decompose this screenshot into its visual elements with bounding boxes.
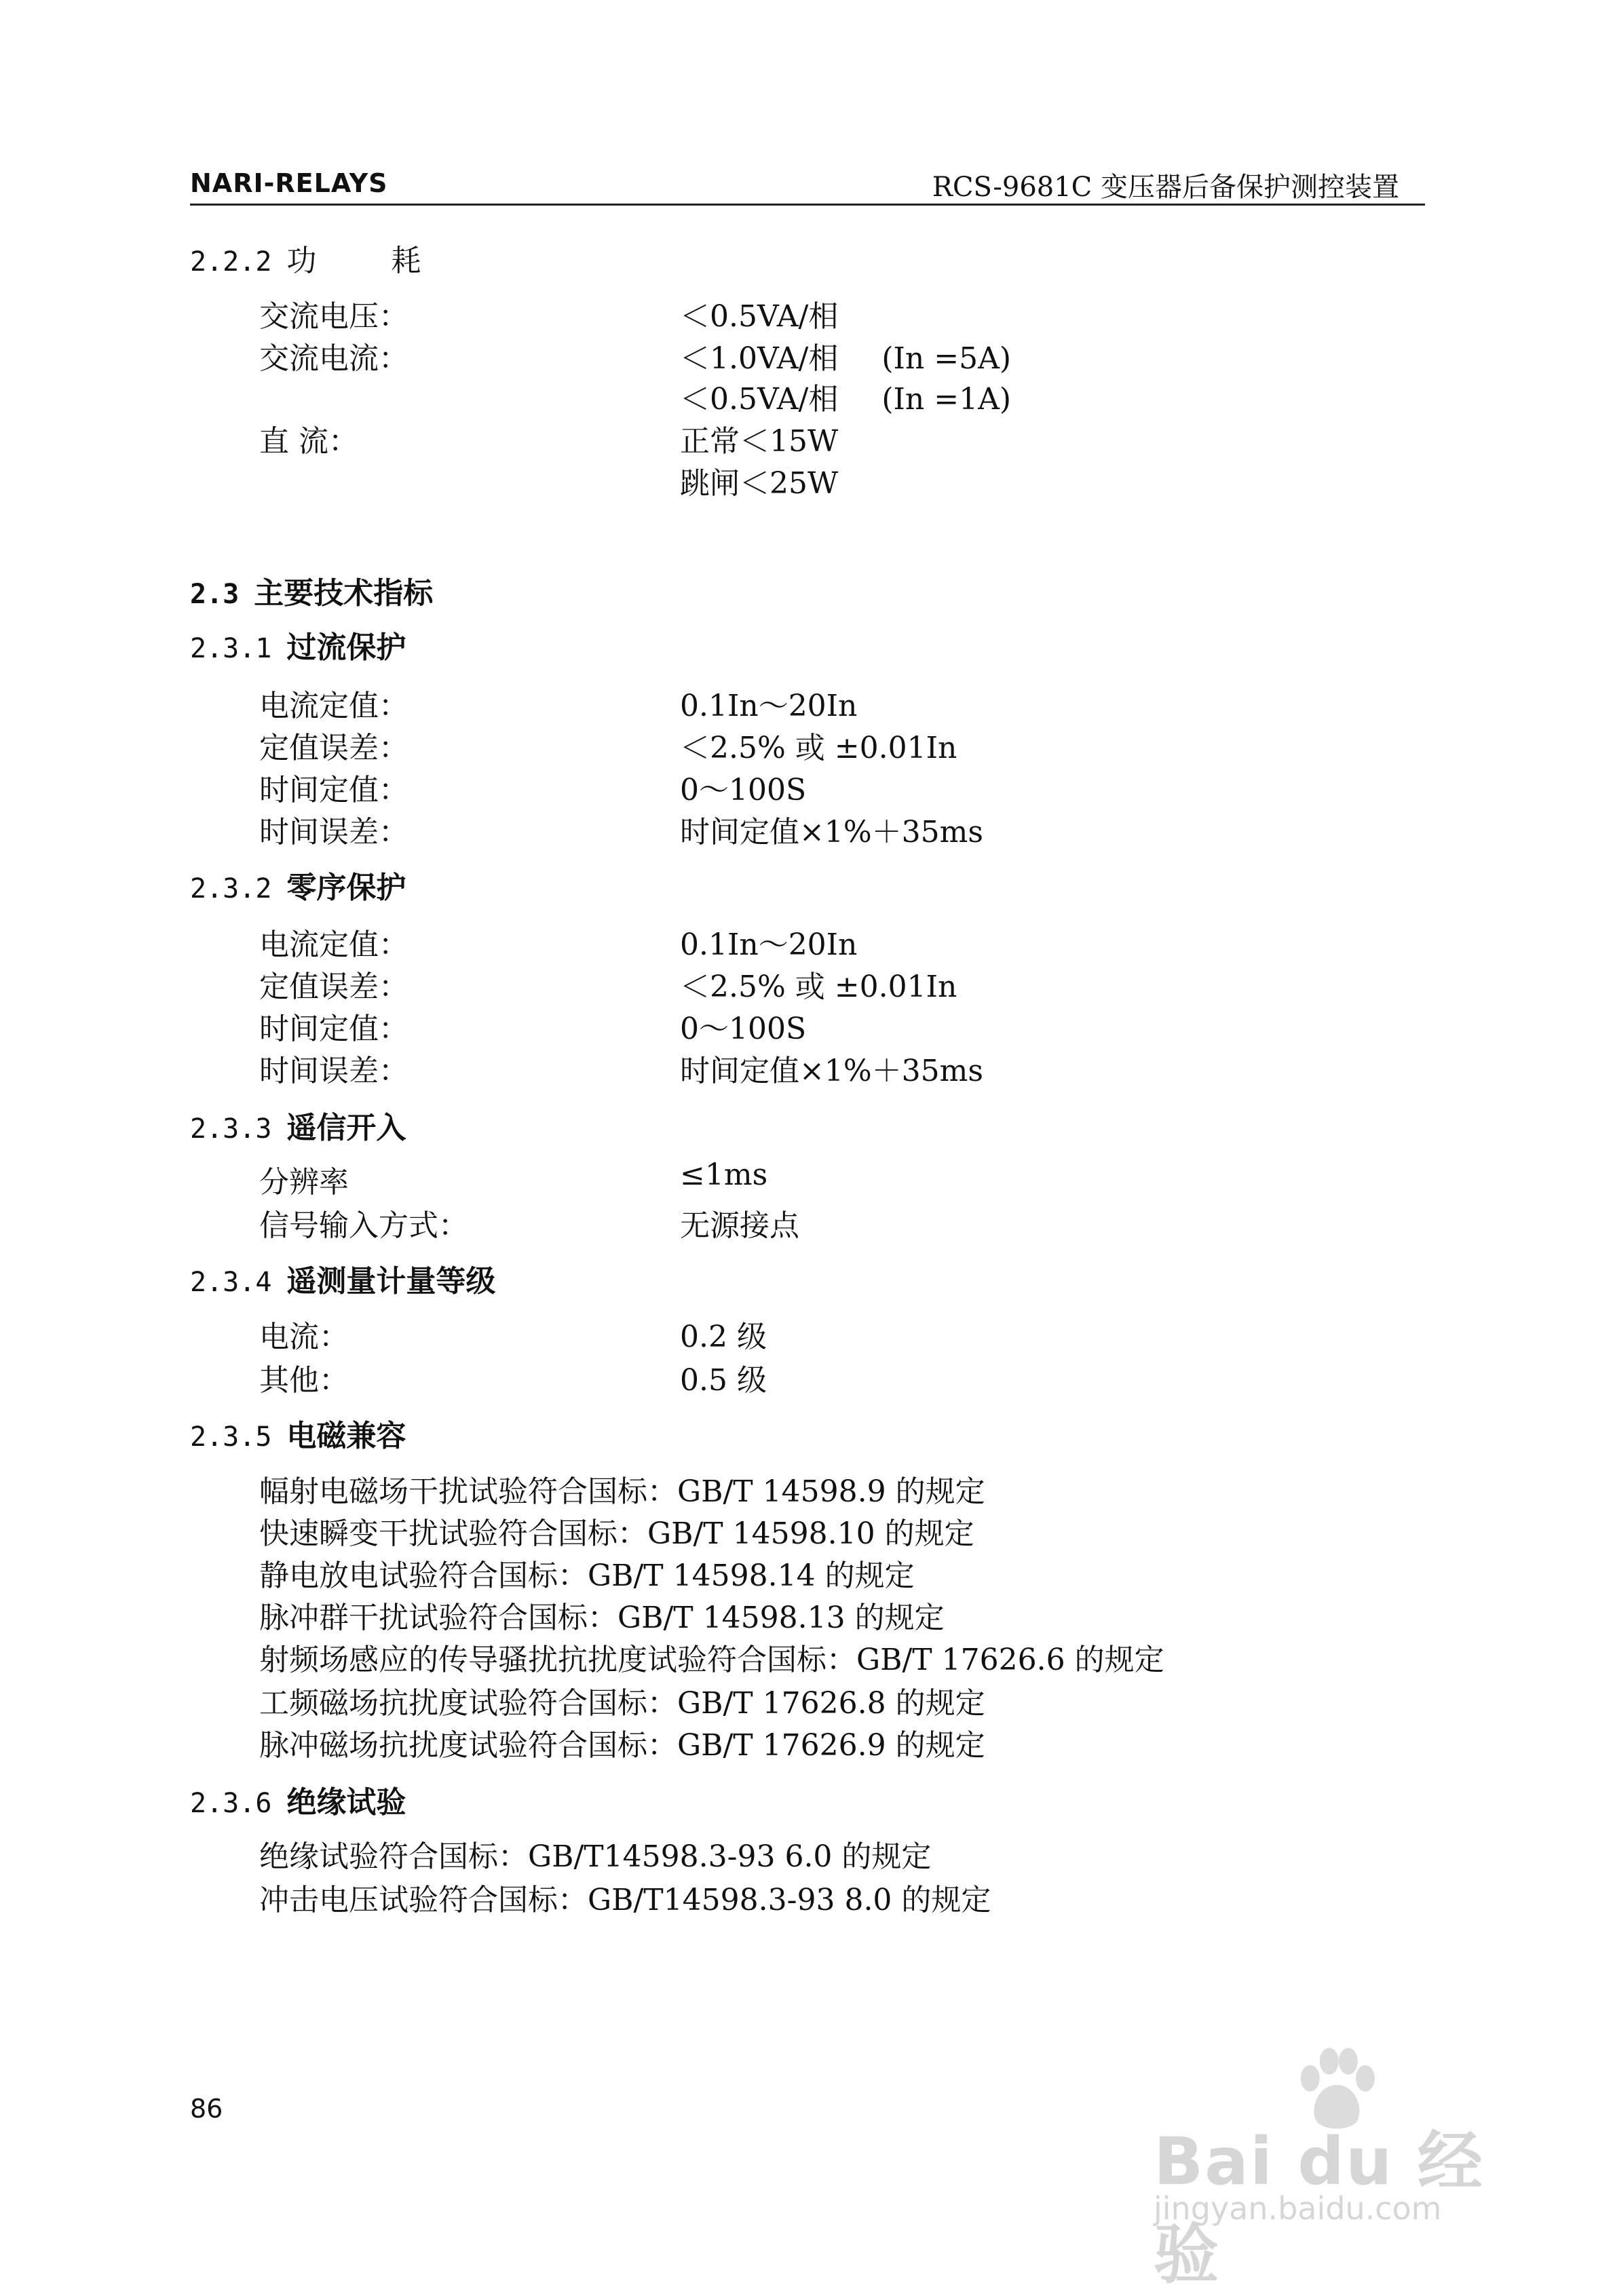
standard-line: 冲击电压试验符合国标：GB/T14598.3-93 8.0 的规定 [259,1883,991,1917]
header-brand: NARI-RELAYS [190,168,388,198]
watermark-url: jingyan.baidu.com [1154,2190,1442,2227]
page-number: 86 [190,2094,223,2124]
spec-value: ＜2.5% 或 ±0.01In [680,970,957,1004]
standard-line: 脉冲群干扰试验符合国标：GB/T 14598.13 的规定 [259,1601,945,1635]
spec-value: 正常＜15W [680,424,839,459]
section-number: 2.2.2 [190,246,272,278]
spec-label: 时间误差： [259,815,408,849]
spec-label: 直 流： [259,424,358,459]
header-title: RCS-9681C 变压器后备保护测控装置 [932,172,1399,203]
spec-label: 电流定值： [259,927,408,962]
standard-line: 快速瞬变干扰试验符合国标：GB/T 14598.10 的规定 [259,1516,974,1551]
spec-value: 0.2 级 [680,1320,767,1354]
spec-label: 时间定值： [259,1012,408,1046]
spec-value: 0.1In～20In [680,689,858,723]
section-number: 2.3.2 [190,873,272,904]
spec-label: 时间误差： [259,1054,408,1088]
spec-value: 无源接点 [680,1208,799,1243]
spec-label: 交流电压： [259,299,408,334]
spec-value: ＜2.5% 或 ±0.01In [680,731,957,765]
section-number: 2.3.6 [190,1788,272,1819]
standard-line: 幅射电磁场干扰试验符合国标：GB/T 14598.9 的规定 [259,1474,985,1509]
spec-value: ＜1.0VA/相 (In =5A) [680,341,1012,376]
section-title: 电磁兼容 [286,1419,406,1453]
section-title: 遥信开入 [286,1111,406,1145]
spec-label: 电流： [259,1320,349,1354]
spec-label: 电流定值： [259,689,408,723]
spec-note: (In =1A) [881,382,1012,417]
spec-value: 0～100S [680,1012,807,1046]
spec-label: 定值误差： [259,970,408,1004]
section-heading-2-3-6 [190,1778,406,1821]
spec-value: ≤1ms [680,1157,768,1192]
spec-value: 时间定值×1%＋35ms [680,1054,983,1088]
section-heading-2-3-2 [190,863,406,906]
spec-value: ＜0.5VA/相 [680,299,839,334]
standard-line: 绝缘试验符合国标：GB/T14598.3-93 6.0 的规定 [259,1839,932,1874]
spec-value: ＜0.5VA/相 (In =1A) [680,382,1012,417]
header-divider [190,204,1425,206]
standard-line: 脉冲磁场抗扰度试验符合国标：GB/T 17626.9 的规定 [259,1728,985,1763]
section-title-part: 功 [286,244,317,278]
standard-line: 工频磁场抗扰度试验符合国标：GB/T 17626.8 的规定 [259,1686,985,1721]
spec-label: 定值误差： [259,731,408,765]
spec-value: 0.5 级 [680,1363,767,1398]
spec-value: 跳闸＜25W [680,466,839,501]
section-title: 过流保护 [286,630,406,665]
spec-label: 分辨率 [259,1165,349,1200]
spec-value: 时间定值×1%＋35ms [680,815,983,849]
section-number: 2.3 [190,579,240,610]
section-number: 2.3.4 [190,1267,272,1298]
section-heading-2-3-5 [190,1411,406,1455]
section-title: 零序保护 [286,870,406,905]
section-heading-2-3-4 [190,1257,495,1300]
spec-value: 0.1In～20In [680,927,858,962]
section-title-part: 耗 [391,244,421,278]
section-heading-2-3 [190,569,433,612]
standard-line: 射频场感应的传导骚扰抗扰度试验符合国标：GB/T 17626.6 的规定 [259,1643,1164,1677]
section-heading-2-3-3 [190,1103,406,1147]
section-number: 2.3.1 [190,633,272,664]
section-title: 主要技术指标 [254,576,434,611]
baidu-watermark [1133,2035,1540,2293]
spec-label: 信号输入方式： [259,1208,468,1243]
section-heading-2-2-2 [190,236,421,280]
standard-line: 静电放电试验符合国标：GB/T 14598.14 的规定 [259,1558,915,1593]
spec-label: 时间定值： [259,773,408,807]
section-title: 绝缘试验 [286,1785,406,1820]
section-number: 2.3.3 [190,1113,272,1145]
section-number: 2.3.5 [190,1421,272,1453]
watermark-brand: Bai du 经验 [1154,2124,1484,2293]
spec-note: (In =5A) [881,341,1012,376]
section-heading-2-3-1 [190,623,406,666]
spec-label: 其他： [259,1363,349,1398]
spec-value: 0～100S [680,773,807,807]
section-title: 遥测量计量等级 [286,1264,496,1299]
spec-label: 交流电流： [259,341,408,376]
